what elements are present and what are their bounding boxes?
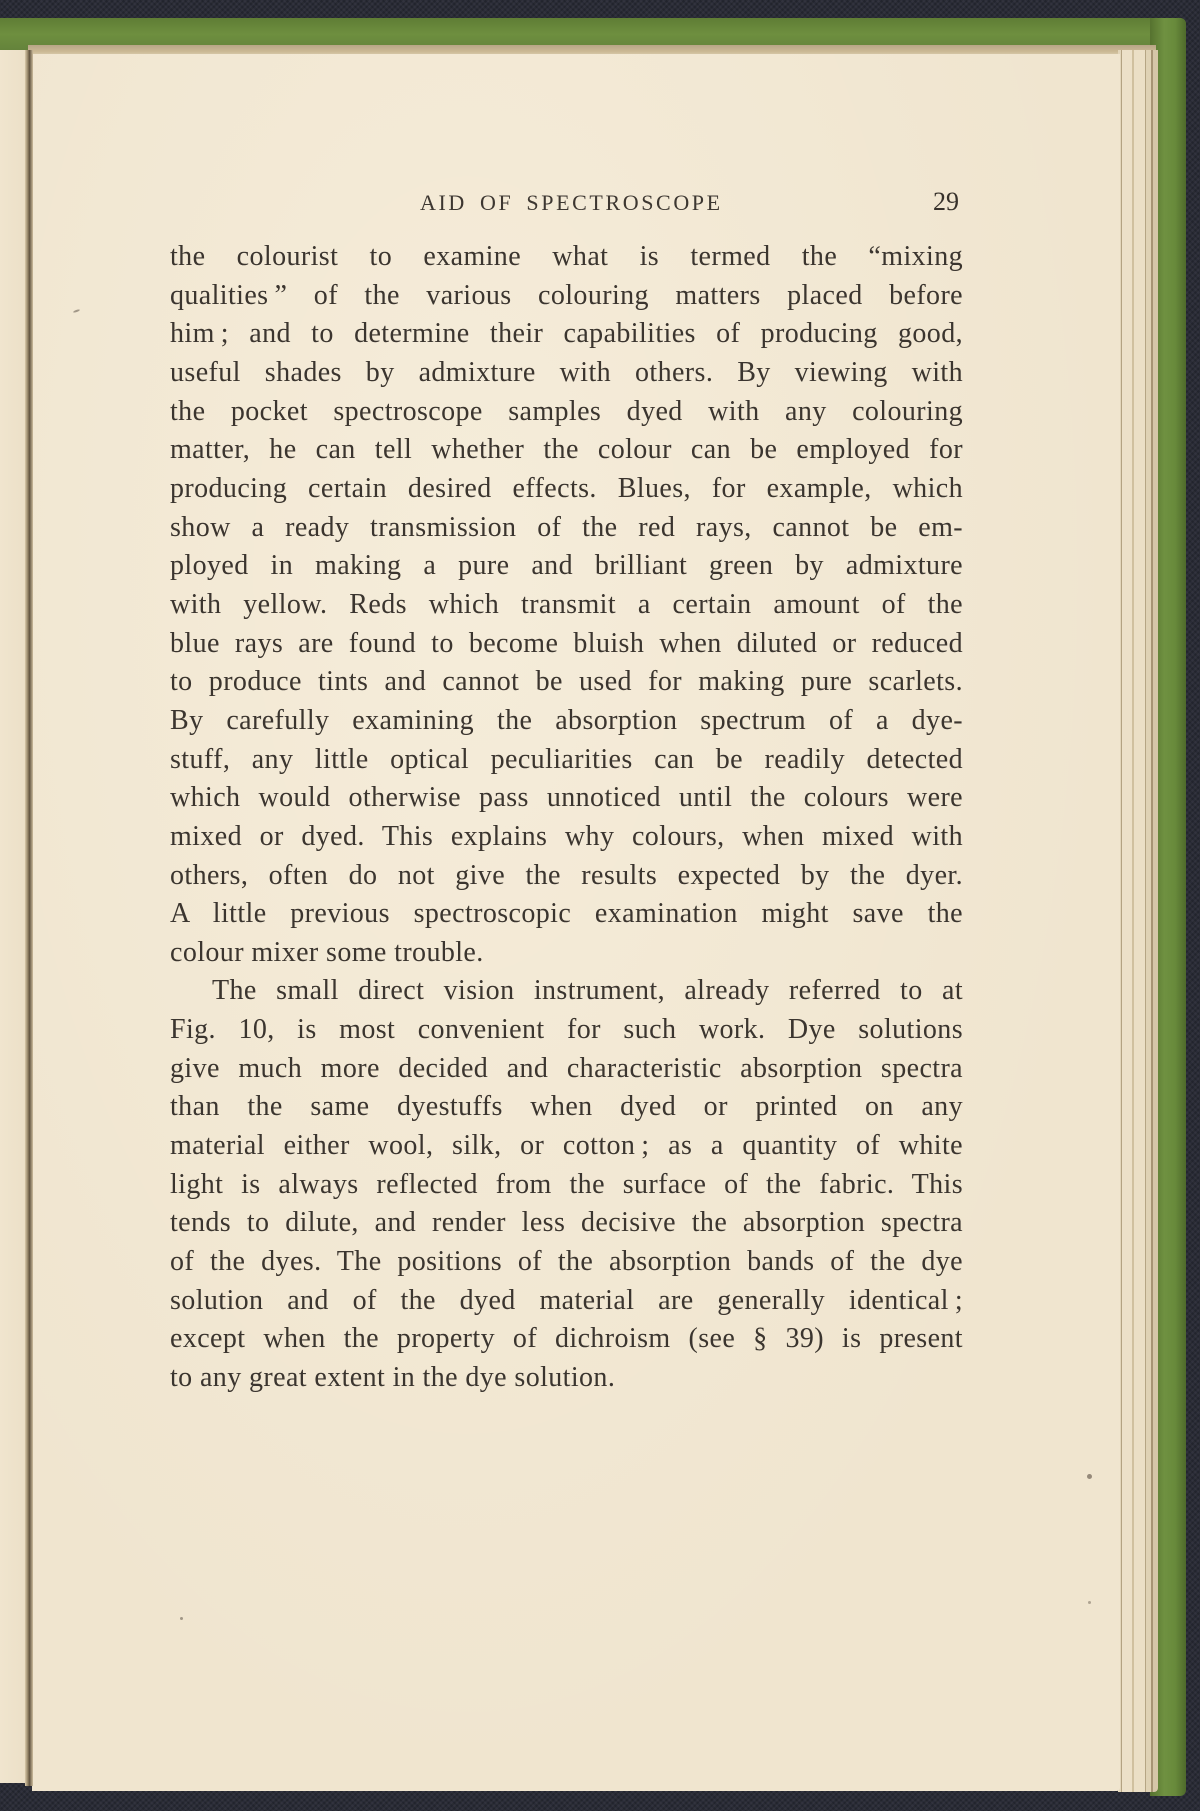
text-line: the pocket spectroscope samples dyed with any colouring (170, 395, 963, 427)
text-line: blue rays are found to become bluish when diluted or reduced (170, 627, 963, 659)
text-line: stuff, any little optical peculiarities can be readily detected (170, 743, 963, 775)
book-gutter (25, 50, 33, 1786)
text-line: him ; and to determine their capabilities of producing good, (170, 318, 963, 350)
text-line: mixed or dyed. This explains why colours, when mixed with (170, 820, 963, 852)
paper-speck (180, 1617, 183, 1620)
text-line: useful shades by admixture with others. By viewing with (170, 356, 963, 388)
page-number: 29 (933, 187, 959, 216)
text-line: which would otherwise pass unnoticed until the colours were (170, 782, 963, 814)
paper-speck (1088, 1601, 1091, 1604)
body-text (170, 238, 963, 1398)
text-line: The small direct vision instrument, already referred to at (212, 975, 963, 1007)
text-line: colour mixer some trouble. (170, 936, 484, 968)
text-line: matter, he can tell whether the colour can be employed for (170, 434, 963, 466)
paper-speck (1087, 1474, 1092, 1479)
text-line: with yellow. Reds which transmit a certain amount of the (170, 588, 963, 620)
text-line: than the same dyestuffs when dyed or printed on any (170, 1091, 963, 1123)
text-line: material either wool, silk, or cotton ; as a quantity of white (170, 1130, 963, 1162)
text-line: qualities ” of the various colouring matters placed before (170, 279, 963, 311)
text-line: solution and of the dyed material are generally identical ; (170, 1284, 963, 1316)
text-line: By carefully examining the absorption spectrum of a dye- (170, 704, 963, 736)
text-line: the colourist to examine what is termed the “mixing (170, 241, 963, 272)
text-line: others, often do not give the results expected by the dyer. (170, 859, 963, 891)
paragraph-1 (170, 238, 963, 972)
text-line: ployed in making a pure and brilliant green by admixture (170, 550, 963, 582)
text-line: give much more decided and characteristic absorption spectra (170, 1052, 963, 1084)
page-stack-edge (1118, 50, 1158, 1792)
text-line: tends to dilute, and render less decisive the absorption spectra (170, 1207, 963, 1239)
text-line: show a ready transmission of the red rays, cannot be em- (170, 511, 963, 543)
text-line: to any great extent in the dye solution. (170, 1362, 616, 1394)
text-line: light is always reflected from the surface of the fabric. This (170, 1168, 963, 1200)
paragraph-2 (170, 972, 963, 1397)
text-line: A little previous spectroscopic examination might save the (170, 898, 963, 930)
text-line: except when the property of dichroism (see § 39) is present (170, 1323, 963, 1355)
text-line: of the dyes. The positions of the absorption bands of the dye (170, 1246, 963, 1278)
text-line: to produce tints and cannot be used for making pure scarlets. (170, 666, 963, 698)
running-title: AID OF SPECTROSCOPE (420, 190, 723, 215)
text-line: Fig. 10, is most convenient for such work. Dye solutions (170, 1014, 963, 1046)
text-line: producing certain desired effects. Blues, for example, which (170, 472, 963, 504)
